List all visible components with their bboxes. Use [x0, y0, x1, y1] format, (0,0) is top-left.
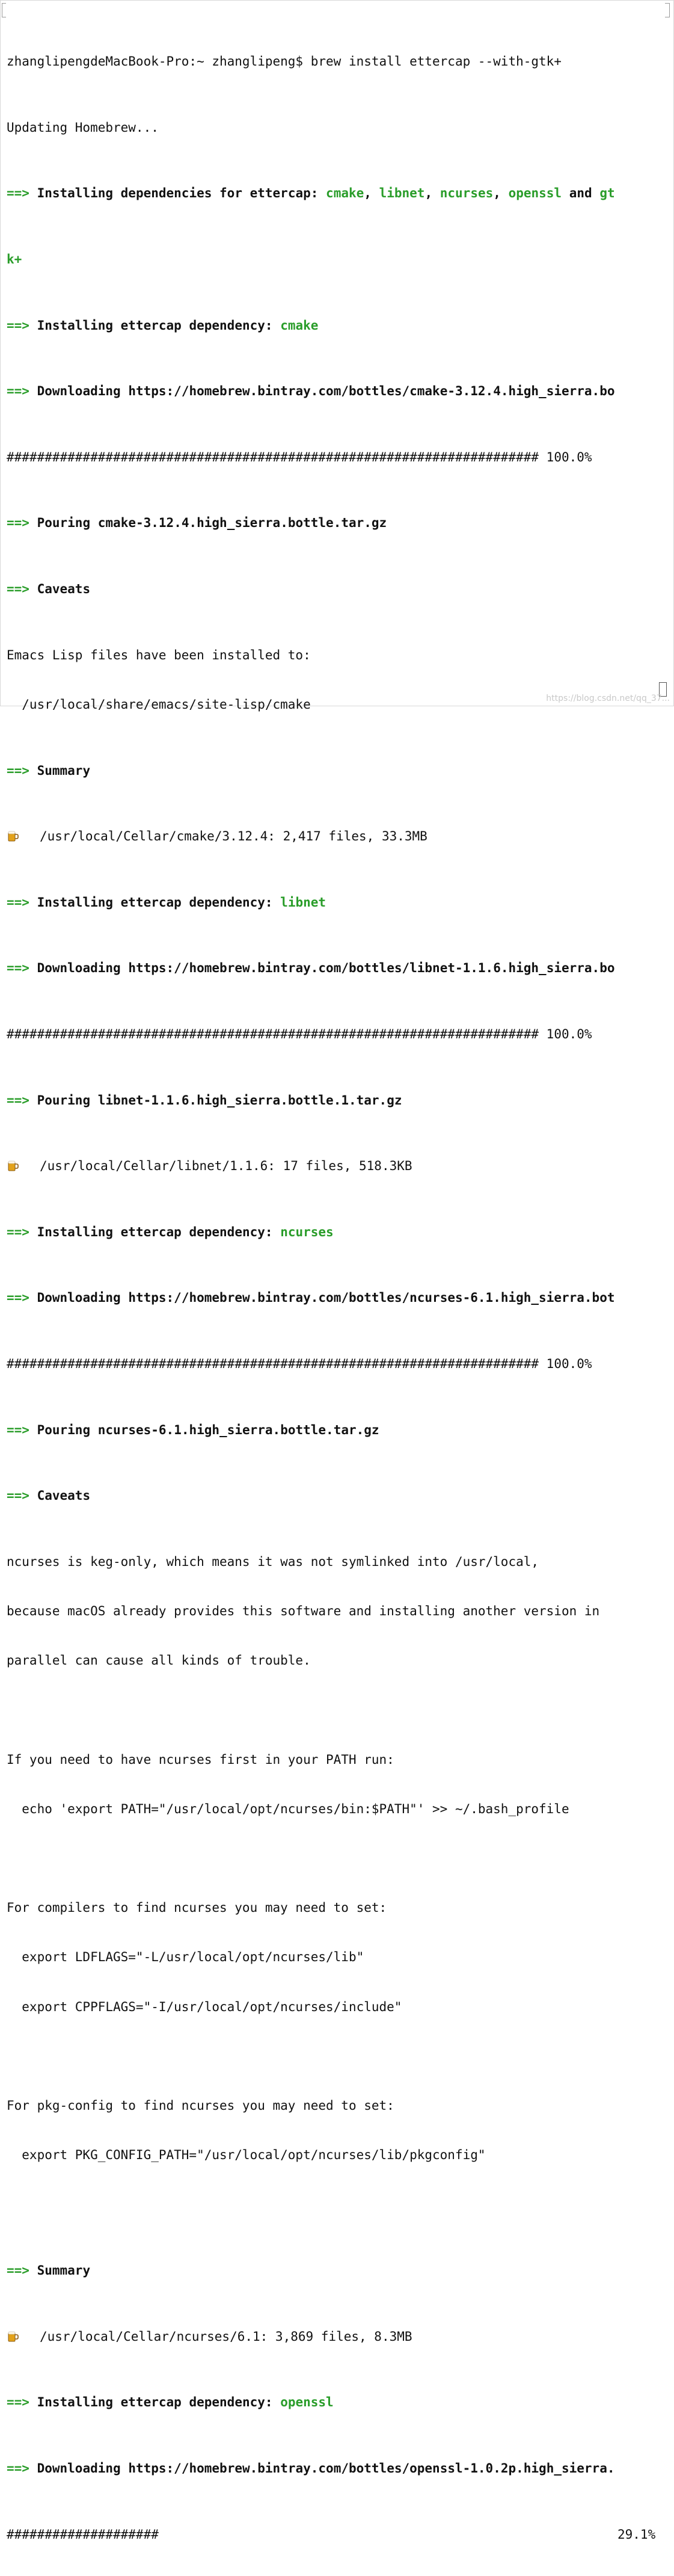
package-name: gt [599, 186, 615, 201]
output-line [7, 1554, 615, 1570]
output-line [7, 1949, 615, 1965]
heading-text: Downloading [37, 1290, 121, 1305]
caveat-text: If you need to have ncurses first in your PATH run: [7, 1752, 394, 1767]
package-name: libnet [379, 186, 425, 201]
caveat-text: export PKG_CONFIG_PATH="/usr/local/opt/ncurses/lib/pkgconfig" [7, 2148, 486, 2163]
package-name: libnet [280, 895, 326, 910]
output-line [7, 2263, 615, 2279]
selection-bracket-left [2, 3, 6, 17]
progress-hashes: ###################################################################### [7, 449, 539, 464]
arrow-marker: ==> [7, 1224, 29, 1239]
download-url: https://homebrew.bintray.com/bottles/cmake-3.12.4.high_sierra.bo [128, 384, 615, 399]
output-line [7, 763, 615, 779]
heading-text: Caveats [37, 582, 91, 597]
summary-line [7, 2329, 615, 2345]
package-name: ncurses [280, 1224, 334, 1239]
output-line: ==> Installing dependencies for ettercap: cmake, libnet, ncurses, openssl and gt [7, 186, 615, 201]
download-url: https://homebrew.bintray.com/bottles/libnet-1.1.6.high_sierra.bo [128, 961, 615, 976]
prompt-line [7, 54, 615, 70]
output-line [7, 697, 615, 713]
progress-percent: 29.1% [617, 2527, 656, 2542]
watermark-text: https://blog.csdn.net/qq_37... [546, 694, 670, 703]
progress-line-active [7, 2527, 656, 2543]
caveat-text: because macOS already provides this software and installing another version in [7, 1604, 600, 1619]
arrow-marker: ==> [7, 186, 29, 201]
arrow-marker: ==> [7, 2460, 29, 2476]
progress-hashes: #################### [7, 2527, 159, 2542]
progress-percent: 100.0% [546, 1026, 592, 1041]
command-text: zhanglipengdeMacBook-Pro:~ zhanglipeng$ brew install ettercap --with-gtk+ [7, 54, 562, 69]
progress-line [7, 1356, 615, 1372]
heading-text: Summary [37, 2263, 91, 2278]
output-line [7, 383, 615, 399]
heading-text: Installing ettercap dependency: [37, 895, 273, 910]
output-line [7, 2098, 615, 2114]
progress-hashes: ###################################################################### [7, 1357, 539, 1371]
heading-text: Installing ettercap dependency: [37, 1224, 273, 1239]
output-line [7, 1801, 615, 1817]
heading-text: Downloading [37, 961, 121, 976]
package-name: openssl [280, 2395, 334, 2410]
summary-text: /usr/local/Cellar/libnet/1.1.6: 17 files, 518.3KB [40, 1159, 412, 1174]
output-line [7, 251, 615, 268]
progress-percent: 100.0% [546, 449, 592, 464]
blank-line [7, 1850, 615, 1867]
caveat-text: echo 'export PATH="/usr/local/opt/ncurses/bin:$PATH"' >> ~/.bash_profile [7, 1801, 569, 1816]
bottle-file: cmake-3.12.4.high_sierra.bottle.tar.gz [97, 516, 387, 531]
heading-text: Pouring [37, 1422, 91, 1437]
output-line [7, 1900, 615, 1916]
terminal-output [7, 4, 656, 2576]
caveat-text: For pkg-config to find ncurses you may need to set: [7, 2098, 394, 2113]
caveat-text: export LDFLAGS="-L/usr/local/opt/ncurses/lib" [7, 1950, 364, 1965]
heading-text: Installing dependencies for ettercap: [37, 186, 319, 201]
blank-line [7, 2196, 615, 2213]
progress-hashes: ###################################################################### [7, 1026, 539, 1041]
output-line [7, 1290, 615, 1306]
arrow-marker: ==> [7, 2263, 29, 2278]
heading-text: Downloading [37, 2460, 121, 2476]
heading-text: and [569, 186, 592, 201]
beer-mug-icon [7, 1160, 17, 1172]
summary-text: /usr/local/Cellar/cmake/3.12.4: 2,417 files, 33.3MB [40, 829, 427, 844]
progress-percent: 100.0% [546, 1357, 592, 1371]
selection-bracket-right [665, 3, 670, 17]
arrow-marker: ==> [7, 582, 29, 597]
output-line [7, 2394, 615, 2411]
arrow-marker: ==> [7, 384, 29, 399]
package-name: openssl [508, 186, 562, 201]
output-line [7, 895, 615, 911]
package-name: cmake [326, 186, 364, 201]
heading-text: Summary [37, 763, 91, 778]
package-name: k+ [7, 252, 22, 267]
output-line [7, 1752, 615, 1768]
caveat-text: /usr/local/share/emacs/site-lisp/cmake [7, 697, 311, 712]
package-name: cmake [280, 318, 319, 333]
heading-text: Pouring [37, 516, 91, 531]
output-line [7, 1488, 615, 1504]
status-text: Updating Homebrew... [7, 120, 159, 135]
arrow-marker: ==> [7, 961, 29, 976]
output-line [7, 647, 615, 664]
progress-line [7, 449, 615, 466]
output-line [7, 1422, 615, 1438]
heading-text: Pouring [37, 1092, 91, 1108]
arrow-marker: ==> [7, 318, 29, 333]
summary-line [7, 1158, 615, 1174]
heading-text: Installing ettercap dependency: [37, 2395, 273, 2410]
blank-line [7, 1702, 615, 1718]
blank-line [7, 2048, 615, 2065]
arrow-marker: ==> [7, 763, 29, 778]
progress-line [7, 1026, 615, 1043]
output-line [7, 120, 615, 136]
caveat-text: parallel can cause all kinds of trouble. [7, 1653, 311, 1668]
bottle-file: libnet-1.1.6.high_sierra.bottle.1.tar.gz [97, 1092, 402, 1108]
arrow-marker: ==> [7, 1422, 29, 1437]
arrow-marker: ==> [7, 1488, 29, 1503]
heading-text: Installing ettercap dependency: [37, 318, 273, 333]
heading-text: Caveats [37, 1488, 91, 1503]
output-line [7, 1999, 615, 2015]
output-line [7, 318, 615, 334]
summary-text: /usr/local/Cellar/ncurses/6.1: 3,869 files, 8.3MB [40, 2329, 412, 2344]
output-line [7, 515, 615, 531]
arrow-marker: ==> [7, 1290, 29, 1305]
caveat-text: ncurses is keg-only, which means it was not symlinked into /usr/local, [7, 1554, 539, 1569]
caveat-text: export CPPFLAGS="-I/usr/local/opt/ncurses/include" [7, 1999, 402, 2014]
arrow-marker: ==> [7, 895, 29, 910]
arrow-marker: ==> [7, 1092, 29, 1108]
package-name: ncurses [440, 186, 494, 201]
output-line [7, 960, 615, 976]
output-line [7, 1092, 615, 1109]
bottle-file: ncurses-6.1.high_sierra.bottle.tar.gz [97, 1422, 379, 1437]
beer-mug-icon [7, 830, 17, 842]
output-line [7, 1653, 615, 1669]
summary-line [7, 828, 615, 845]
caveat-text: Emacs Lisp files have been installed to: [7, 647, 311, 662]
arrow-marker: ==> [7, 516, 29, 531]
download-url: https://homebrew.bintray.com/bottles/ncurses-6.1.high_sierra.bot [128, 1290, 615, 1305]
output-line [7, 2147, 615, 2163]
output-line [7, 1224, 615, 1240]
heading-text: Downloading [37, 384, 121, 399]
arrow-marker: ==> [7, 2395, 29, 2410]
download-url: https://homebrew.bintray.com/bottles/openssl-1.0.2p.high_sierra. [128, 2460, 615, 2476]
beer-mug-icon [7, 2331, 17, 2343]
output-line [7, 1603, 615, 1619]
caveat-text: For compilers to find ncurses you may need to set: [7, 1900, 387, 1915]
output-line [7, 2460, 615, 2477]
output-line [7, 581, 615, 597]
